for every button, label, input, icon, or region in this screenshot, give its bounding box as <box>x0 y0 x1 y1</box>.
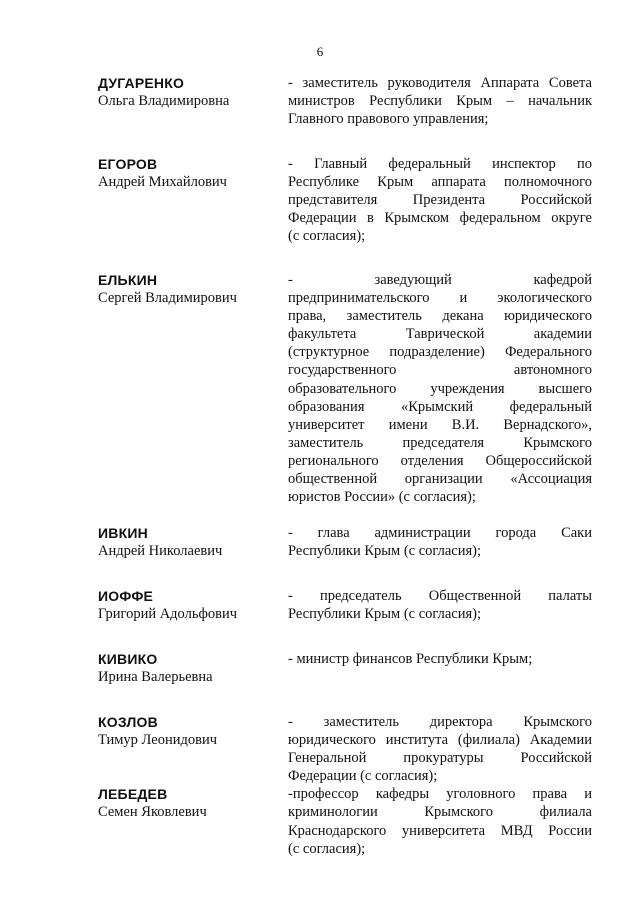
member-surname: ДУГАРЕНКО <box>98 75 185 91</box>
member-given-name: Григорий Адольфович <box>98 606 238 622</box>
member-surname: ЛЕБЕДЕВ <box>98 786 168 802</box>
member-given-name: Ирина Валерьевна <box>98 669 213 685</box>
member-name <box>98 713 278 749</box>
position-line: Республики Крым (с согласия); <box>288 606 482 623</box>
member-surname: КИВИКО <box>98 651 158 667</box>
position-line: Генеральной прокуратуры Российской <box>288 750 592 767</box>
member-name <box>98 587 278 623</box>
position-line: - заместитель руководителя Аппарата Совета <box>288 75 592 91</box>
position-line: образования «Крымский федеральный <box>288 398 592 415</box>
member-position <box>288 650 592 668</box>
position-line: представителя Президента Российской <box>288 192 592 209</box>
position-line: права, заместитель декана юридического <box>288 308 592 325</box>
member-given-name: Семен Яковлевич <box>98 804 207 820</box>
member-name <box>98 785 278 821</box>
position-line: Федерации в Крымском федеральном округе <box>288 210 592 227</box>
page-number: 6 <box>316 44 324 59</box>
member-name <box>98 155 278 191</box>
position-line: предпринимательского и экологического <box>288 290 592 307</box>
position-line: факультета Таврической академии <box>288 326 592 343</box>
member-given-name: Андрей Михайлович <box>98 174 227 190</box>
position-line: образовательного учреждения высшего <box>288 380 592 397</box>
member-given-name: Ольга Владимировна <box>98 93 230 109</box>
member-position <box>288 74 592 128</box>
position-line: заместитель председателя Крымского <box>288 434 592 451</box>
member-position <box>288 155 592 245</box>
position-line: (с согласия); <box>288 228 366 245</box>
member-position <box>288 713 592 858</box>
position-line: Главного правового управления; <box>288 111 489 128</box>
position-line: Краснодарского университета МВД России <box>288 822 592 839</box>
member-surname: ЕГОРОВ <box>98 156 158 172</box>
position-line: Республики Крым (с согласия); <box>288 543 482 560</box>
member-surname: ИВКИН <box>98 525 148 541</box>
position-line: Федерации (с согласия); <box>288 768 438 785</box>
position-line: Республике Крым аппарата полномочного <box>288 174 592 191</box>
position-line: университет имени В.И. Вернадского», <box>288 416 592 433</box>
member-name <box>98 74 278 110</box>
member-surname: КОЗЛОВ <box>98 714 158 730</box>
position-line: (с согласия); <box>288 840 366 857</box>
position-line: регионального отделения Общероссийской <box>288 452 592 469</box>
position-line: министров Республики Крым – начальник <box>288 93 592 110</box>
position-line: -профессор кафедры уголовного права и <box>288 786 592 803</box>
position-line: - глава администрации города Саки <box>288 525 592 541</box>
member-position <box>288 524 592 560</box>
position-line: криминологии Крымского филиала <box>288 804 592 821</box>
member-name <box>98 524 278 560</box>
position-line: юридического института (филиала) Академии <box>288 732 592 749</box>
member-position <box>288 271 592 506</box>
position-line: - заведующий кафедрой <box>288 272 592 288</box>
member-name <box>98 650 278 686</box>
member-given-name: Сергей Владимирович <box>98 290 237 306</box>
position-line: - министр финансов Республики Крым; <box>288 651 533 667</box>
position-line: - заместитель директора Крымского <box>288 714 592 730</box>
position-line: - председатель Общественной палаты <box>288 588 592 604</box>
position-line: общественной организации «Ассоциация <box>288 471 592 488</box>
member-position <box>288 587 592 623</box>
position-line: государственного автономного <box>288 362 592 379</box>
position-line: (структурное подразделение) Федерального <box>288 344 592 361</box>
position-line: юристов России» (с согласия); <box>288 489 476 506</box>
member-given-name: Андрей Николаевич <box>98 543 223 559</box>
member-surname: ИОФФЕ <box>98 588 154 604</box>
member-surname: ЕЛЬКИН <box>98 272 158 288</box>
member-name <box>98 271 278 307</box>
position-line: - Главный федеральный инспектор по <box>288 156 592 172</box>
member-given-name: Тимур Леонидович <box>98 732 218 748</box>
